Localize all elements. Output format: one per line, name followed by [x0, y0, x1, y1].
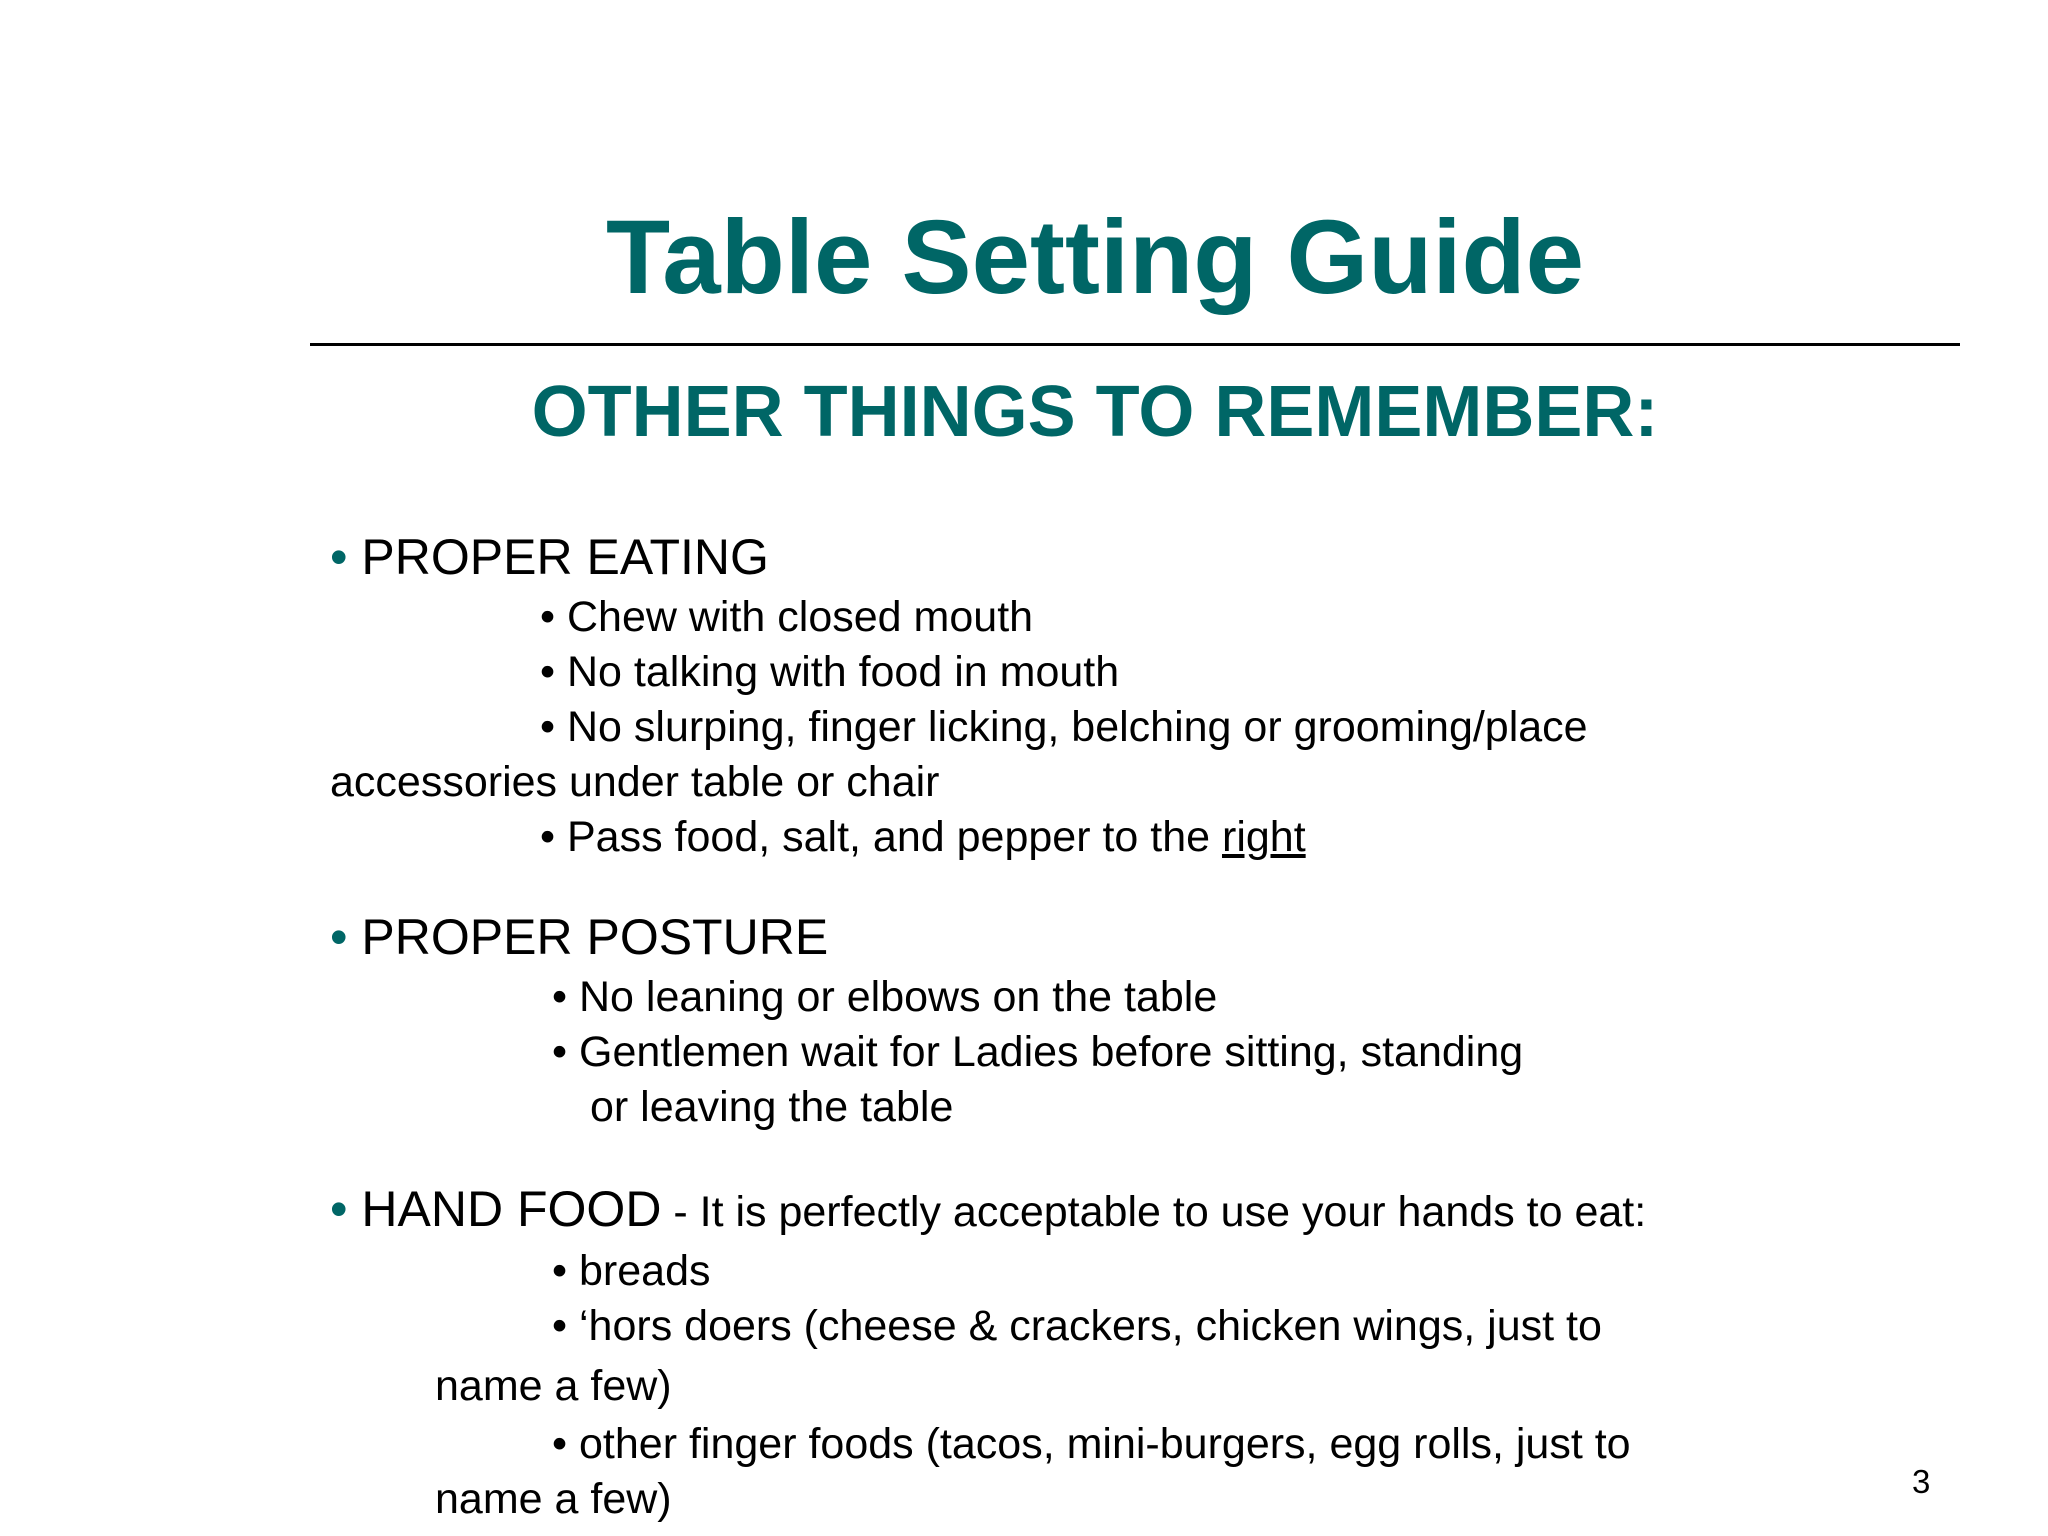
- list-item-continuation: accessories under table or chair: [330, 758, 940, 806]
- slide-subtitle: OTHER THINGS TO REMEMBER:: [531, 372, 1659, 452]
- list-item: • Gentlemen wait for Ladies before sitting, standing: [552, 1028, 1524, 1076]
- list-item: • breads: [552, 1247, 711, 1295]
- list-item: • No talking with food in mouth: [540, 648, 1120, 696]
- section-heading-label: PROPER POSTURE: [361, 909, 829, 965]
- section-heading-proper-eating: [330, 529, 769, 585]
- list-item: • Chew with closed mouth: [540, 593, 1034, 641]
- list-item: • No leaning or elbows on the table: [552, 973, 1218, 1021]
- list-item: • other finger foods (tacos, mini-burgers, egg rolls, just to: [552, 1420, 1631, 1468]
- section-heading-label: HAND FOOD: [361, 1181, 662, 1237]
- list-item-continuation: name a few): [435, 1475, 672, 1523]
- list-item-text: • Pass food, salt, and pepper to the: [540, 813, 1222, 861]
- underlined-word: right: [1222, 813, 1306, 861]
- list-item: • ‘hors doers (cheese & crackers, chicken wings, just to: [552, 1302, 1602, 1350]
- bullet-icon: •: [330, 909, 348, 965]
- list-item-continuation: name a few): [435, 1362, 672, 1410]
- section-heading-label: PROPER EATING: [361, 529, 769, 585]
- title-divider: [310, 343, 1960, 346]
- list-item-continuation: or leaving the table: [590, 1083, 954, 1131]
- bullet-icon: •: [330, 1181, 348, 1237]
- list-item: • No slurping, finger licking, belching or grooming/place: [540, 703, 1588, 751]
- list-item: [540, 813, 1306, 861]
- page-number: 3: [1912, 1463, 1931, 1500]
- section-heading-hand-food: [330, 1181, 1647, 1237]
- bullet-icon: •: [330, 529, 348, 585]
- slide-title: Table Setting Guide: [605, 199, 1585, 316]
- section-heading-suffix: - It is perfectly acceptable to use your hands to eat:: [661, 1188, 1647, 1236]
- section-heading-proper-posture: [330, 909, 829, 965]
